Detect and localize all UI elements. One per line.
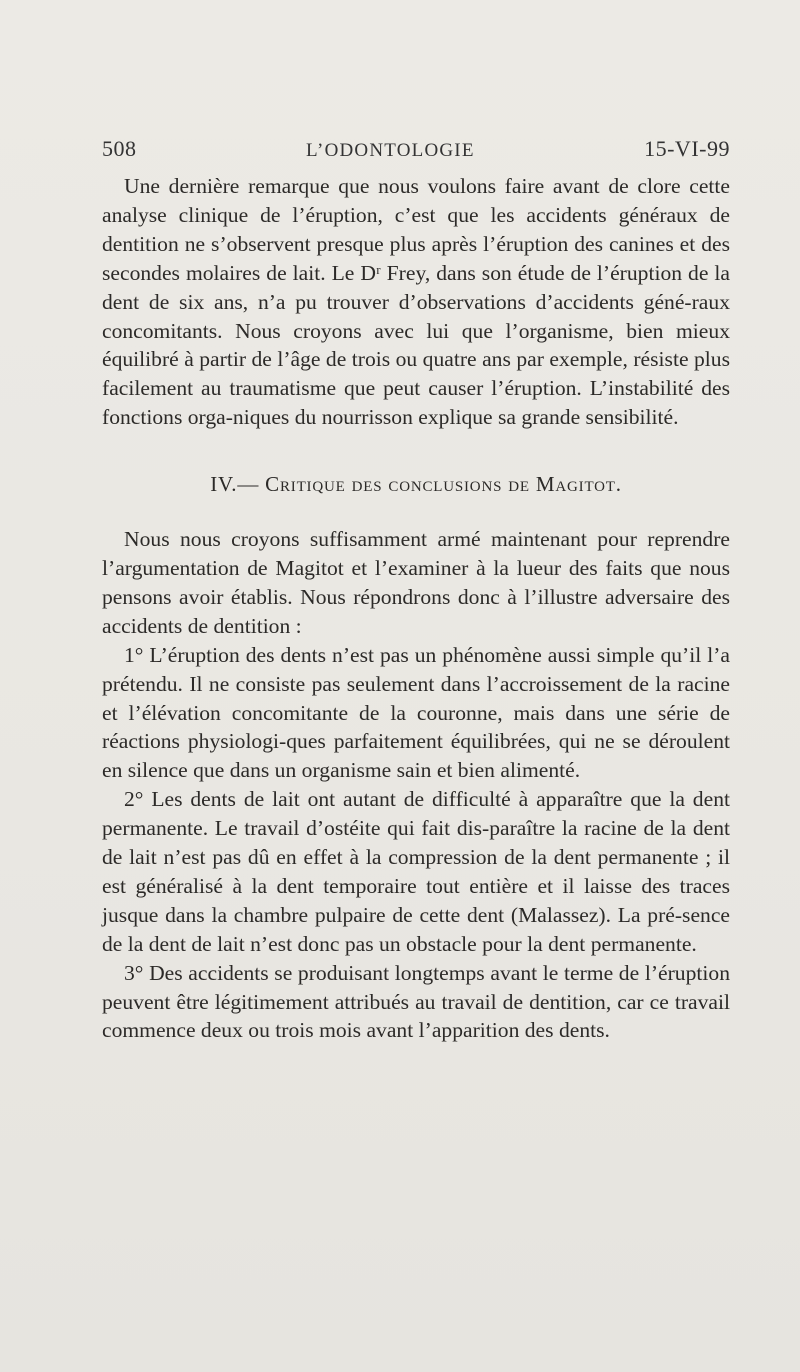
page-body <box>102 172 730 1045</box>
list-item-1: 1° L’éruption des dents n’est pas un phénomène aussi simple qu’il l’a prétendu. Il ne consiste pas seulement dans l’accroissement de la racine et l’élévation concomitante de la couronne, mais dans une série de réactions physiologi-ques parfaitement équilibrées, qui ne se déroulent en silence que dans un organisme sain et bien alimenté. <box>102 642 730 783</box>
section-heading: IV.— Critique des conclusions de Magitot. <box>210 472 622 497</box>
list-item-2: 2° Les dents de lait ont autant de difficulté à apparaître que la dent permanente. Le travail d’ostéite qui fait dis-paraître la racine de la dent de lait n’est pas dû en effet à la compression de la dent permanente ; il est généralisé à la dent temporaire tout entière et il laisse des traces jusque dans la chambre pulpaire de cette dent (Malassez). La pré-sence de la dent de lait n’est donc pas un obstacle pour la dent permanente. <box>102 787 730 956</box>
page-header <box>102 136 730 168</box>
paragraph-remarque: Une dernière remarque que nous voulons faire avant de clore cette analyse clinique de l’éruption, c’est que les accidents généraux de dentition ne s’observent presque plus après l’éruption des canines et des secondes molaires de lait. Le Dʳ Frey, dans son étude de l’éruption de la dent de six ans, n’a pu trouver d’observations d’accidents géné-raux concomitants. Nous croyons avec lui que l’organisme, bien mieux équilibré à partir de l’âge de trois ou quatre ans par exemple, résiste plus facilement au traumatisme que peut causer l’éruption. L’instabilité des fonctions orga-niques du nourrisson explique sa grande sensibilité. <box>102 174 730 430</box>
paragraph-intro: Nous nous croyons suffisamment armé maintenant pour reprendre l’argumentation de Magitot et l’examiner à la lueur des faits que nous pensons avoir établis. Nous répondrons donc à l’illustre adversaire des accidents de dentition : <box>102 527 730 638</box>
page-number: 508 <box>102 136 137 161</box>
issue-date: 15-VI-99 <box>644 136 730 161</box>
journal-title: L’ODONTOLOGIE <box>305 140 475 161</box>
list-item-3: 3° Des accidents se produisant longtemps avant le terme de l’éruption peuvent être légitimement attribués au travail de dentition, car ce travail commence deux ou trois mois avant l’apparition des dents. <box>102 960 730 1043</box>
